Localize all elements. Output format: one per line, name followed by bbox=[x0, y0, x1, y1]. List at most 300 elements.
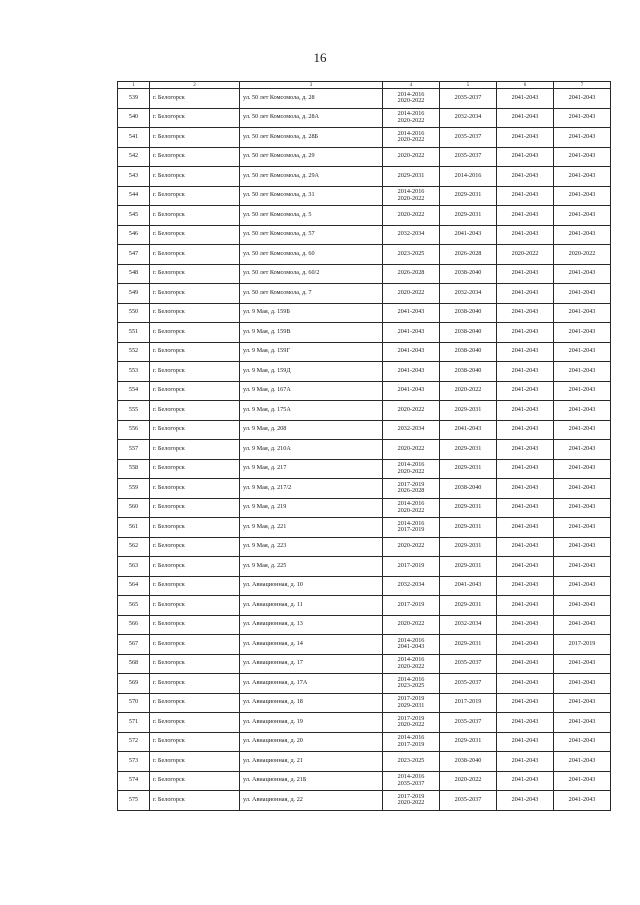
row-number-cell: 571 bbox=[118, 713, 150, 733]
period-cell: 2041-2043 bbox=[497, 284, 554, 304]
table-row bbox=[118, 186, 611, 206]
period-cell: 2038-2040 bbox=[440, 479, 497, 499]
period-cell: 2041-2043 bbox=[497, 635, 554, 655]
period-cell bbox=[383, 596, 440, 616]
column-number-row bbox=[118, 82, 611, 89]
address-cell: ул. 50 лет Комсомола, д. 29А bbox=[240, 167, 383, 187]
period-cell bbox=[383, 674, 440, 694]
period-cell bbox=[383, 264, 440, 284]
period-line: 2017-2019 bbox=[397, 792, 425, 800]
address-cell: ул. 9 Мая, д. 223 bbox=[240, 537, 383, 557]
period-cell: 2038-2040 bbox=[440, 323, 497, 343]
period-line: 2041-2043 bbox=[397, 643, 425, 651]
address-cell: ул. Авиационная, д. 13 bbox=[240, 615, 383, 635]
period-cell: 2041-2043 bbox=[554, 147, 611, 167]
city-cell: г. Белогорск bbox=[150, 596, 240, 616]
column-number: 7 bbox=[554, 82, 611, 89]
column-number: 6 bbox=[497, 82, 554, 89]
period-line: 2026-2028 bbox=[397, 487, 425, 495]
table-row bbox=[118, 596, 611, 616]
period-line: 2020-2022 bbox=[397, 444, 425, 452]
row-number-cell: 565 bbox=[118, 596, 150, 616]
period-cell: 2041-2043 bbox=[554, 342, 611, 362]
period-line: 2041-2043 bbox=[397, 327, 425, 335]
period-cell: 2041-2043 bbox=[554, 401, 611, 421]
period-cell: 2041-2043 bbox=[497, 381, 554, 401]
period-line: 2020-2022 bbox=[397, 721, 425, 729]
period-cell: 2041-2043 bbox=[554, 225, 611, 245]
period-line: 2020-2022 bbox=[397, 152, 425, 160]
address-cell: ул. 9 Мая, д. 225 bbox=[240, 557, 383, 577]
period-line: 2017-2019 bbox=[397, 480, 425, 488]
period-cell: 2041-2043 bbox=[554, 459, 611, 479]
address-cell: ул. Авиационная, д. 21 bbox=[240, 752, 383, 772]
column-number: 1 bbox=[118, 82, 150, 89]
period-line: 2020-2022 bbox=[397, 542, 425, 550]
period-cell: 2038-2040 bbox=[440, 264, 497, 284]
period-cell: 2032-2034 bbox=[440, 284, 497, 304]
period-cell bbox=[383, 225, 440, 245]
table-row bbox=[118, 557, 611, 577]
row-number-cell: 575 bbox=[118, 791, 150, 811]
row-number-cell: 572 bbox=[118, 732, 150, 752]
period-cell: 2041-2043 bbox=[497, 128, 554, 148]
period-cell: 2041-2043 bbox=[554, 381, 611, 401]
address-cell: ул. 9 Мая, д. 208 bbox=[240, 420, 383, 440]
row-number-cell: 555 bbox=[118, 401, 150, 421]
table-row bbox=[118, 713, 611, 733]
address-cell: ул. Авиационная, д. 17А bbox=[240, 674, 383, 694]
period-cell: 2017-2019 bbox=[440, 693, 497, 713]
period-line: 2020-2022 bbox=[397, 194, 425, 202]
table-row bbox=[118, 89, 611, 109]
period-line: 2014-2016 bbox=[397, 188, 425, 196]
address-cell: ул. Авиационная, д. 17 bbox=[240, 654, 383, 674]
table-row bbox=[118, 401, 611, 421]
period-cell: 2041-2043 bbox=[554, 108, 611, 128]
city-cell: г. Белогорск bbox=[150, 459, 240, 479]
period-cell bbox=[383, 713, 440, 733]
period-cell: 2041-2043 bbox=[554, 596, 611, 616]
city-cell: г. Белогорск bbox=[150, 167, 240, 187]
city-cell: г. Белогорск bbox=[150, 771, 240, 791]
period-line: 2014-2016 bbox=[397, 90, 425, 98]
period-cell: 2029-2031 bbox=[440, 596, 497, 616]
period-cell: 2041-2043 bbox=[554, 284, 611, 304]
period-line: 2014-2016 bbox=[397, 129, 425, 137]
address-cell: ул. Авиационная, д. 18 bbox=[240, 693, 383, 713]
period-cell: 2038-2040 bbox=[440, 342, 497, 362]
city-cell: г. Белогорск bbox=[150, 264, 240, 284]
period-cell: 2041-2043 bbox=[497, 674, 554, 694]
table-row bbox=[118, 303, 611, 323]
page-number: 16 bbox=[313, 50, 327, 65]
address-cell: ул. Авиационная, д. 22 bbox=[240, 791, 383, 811]
address-cell: ул. Авиационная, д. 10 bbox=[240, 576, 383, 596]
period-cell: 2041-2043 bbox=[497, 693, 554, 713]
period-cell bbox=[383, 479, 440, 499]
period-cell bbox=[383, 342, 440, 362]
period-cell: 2041-2043 bbox=[554, 89, 611, 109]
period-cell bbox=[383, 615, 440, 635]
row-number-cell: 542 bbox=[118, 147, 150, 167]
address-cell: ул. 50 лет Комсомола, д. 28 bbox=[240, 89, 383, 109]
row-number-cell: 548 bbox=[118, 264, 150, 284]
city-cell: г. Белогорск bbox=[150, 303, 240, 323]
address-cell: ул. 9 Мая, д. 159В bbox=[240, 323, 383, 343]
period-cell: 2041-2043 bbox=[554, 615, 611, 635]
row-number-cell: 552 bbox=[118, 342, 150, 362]
city-cell: г. Белогорск bbox=[150, 362, 240, 382]
period-cell: 2041-2043 bbox=[497, 518, 554, 538]
period-cell: 2041-2043 bbox=[497, 225, 554, 245]
period-cell: 2041-2043 bbox=[554, 576, 611, 596]
city-cell: г. Белогорск bbox=[150, 674, 240, 694]
row-number-cell: 539 bbox=[118, 89, 150, 109]
period-cell: 2041-2043 bbox=[497, 576, 554, 596]
address-cell: ул. 9 Мая, д. 159Г bbox=[240, 342, 383, 362]
address-cell: ул. 9 Мая, д. 217/2 bbox=[240, 479, 383, 499]
period-line: 2020-2022 bbox=[397, 136, 425, 144]
period-cell: 2041-2043 bbox=[554, 713, 611, 733]
period-cell: 2041-2043 bbox=[497, 440, 554, 460]
table-row bbox=[118, 791, 611, 811]
row-number-cell: 547 bbox=[118, 245, 150, 265]
period-line: 2014-2016 bbox=[397, 500, 425, 508]
period-cell bbox=[383, 206, 440, 226]
period-cell: 2041-2043 bbox=[497, 303, 554, 323]
table-row bbox=[118, 518, 611, 538]
period-line: 2041-2043 bbox=[397, 347, 425, 355]
period-cell: 2029-2031 bbox=[440, 459, 497, 479]
address-cell: ул. Авиационная, д. 11 bbox=[240, 596, 383, 616]
period-cell: 2041-2043 bbox=[554, 732, 611, 752]
period-cell bbox=[383, 186, 440, 206]
address-cell: ул. Авиационная, д. 14 bbox=[240, 635, 383, 655]
row-number-cell: 554 bbox=[118, 381, 150, 401]
address-cell: ул. 9 Мая, д. 167А bbox=[240, 381, 383, 401]
table-row bbox=[118, 693, 611, 713]
period-cell bbox=[383, 693, 440, 713]
period-cell: 2041-2043 bbox=[497, 479, 554, 499]
address-cell: ул. 50 лет Комсомола, д. 5 bbox=[240, 206, 383, 226]
city-cell: г. Белогорск bbox=[150, 147, 240, 167]
row-number-cell: 567 bbox=[118, 635, 150, 655]
period-cell: 2041-2043 bbox=[497, 596, 554, 616]
period-cell: 2029-2031 bbox=[440, 401, 497, 421]
row-number-cell: 566 bbox=[118, 615, 150, 635]
city-cell: г. Белогорск bbox=[150, 440, 240, 460]
column-number: 5 bbox=[440, 82, 497, 89]
city-cell: г. Белогорск bbox=[150, 693, 240, 713]
table-row bbox=[118, 167, 611, 187]
address-cell: ул. 50 лет Комсомола, д. 29 bbox=[240, 147, 383, 167]
period-line: 2014-2016 bbox=[397, 110, 425, 118]
period-line: 2020-2022 bbox=[397, 620, 425, 628]
row-number-cell: 543 bbox=[118, 167, 150, 187]
period-cell: 2035-2037 bbox=[440, 654, 497, 674]
period-cell: 2029-2031 bbox=[440, 186, 497, 206]
period-cell: 2041-2043 bbox=[497, 108, 554, 128]
city-cell: г. Белогорск bbox=[150, 323, 240, 343]
period-cell: 2029-2031 bbox=[440, 518, 497, 538]
period-cell: 2041-2043 bbox=[497, 186, 554, 206]
city-cell: г. Белогорск bbox=[150, 128, 240, 148]
table-row bbox=[118, 108, 611, 128]
address-cell: ул. 9 Мая, д. 221 bbox=[240, 518, 383, 538]
period-cell bbox=[383, 381, 440, 401]
period-line: 2017-2019 bbox=[397, 740, 425, 748]
row-number-cell: 563 bbox=[118, 557, 150, 577]
table-row bbox=[118, 537, 611, 557]
period-cell: 2041-2043 bbox=[497, 537, 554, 557]
city-cell: г. Белогорск bbox=[150, 537, 240, 557]
period-cell: 2041-2043 bbox=[497, 498, 554, 518]
period-line: 2032-2034 bbox=[397, 425, 425, 433]
row-number-cell: 564 bbox=[118, 576, 150, 596]
period-cell: 2041-2043 bbox=[554, 264, 611, 284]
period-cell: 2020-2022 bbox=[440, 381, 497, 401]
period-cell: 2014-2016 bbox=[440, 167, 497, 187]
period-cell: 2029-2031 bbox=[440, 732, 497, 752]
table-row bbox=[118, 615, 611, 635]
address-cell: ул. Авиационная, д. 21Б bbox=[240, 771, 383, 791]
row-number-cell: 549 bbox=[118, 284, 150, 304]
city-cell: г. Белогорск bbox=[150, 557, 240, 577]
period-line: 2014-2016 bbox=[397, 675, 425, 683]
table-row bbox=[118, 420, 611, 440]
city-cell: г. Белогорск bbox=[150, 245, 240, 265]
period-cell: 2029-2031 bbox=[440, 498, 497, 518]
period-cell bbox=[383, 518, 440, 538]
period-cell: 2041-2043 bbox=[554, 479, 611, 499]
row-number-cell: 559 bbox=[118, 479, 150, 499]
row-number-cell: 541 bbox=[118, 128, 150, 148]
city-cell: г. Белогорск bbox=[150, 654, 240, 674]
row-number-cell: 570 bbox=[118, 693, 150, 713]
period-line: 2017-2019 bbox=[397, 714, 425, 722]
period-cell bbox=[383, 771, 440, 791]
table-row bbox=[118, 674, 611, 694]
table-row bbox=[118, 147, 611, 167]
period-cell: 2041-2043 bbox=[554, 674, 611, 694]
period-line: 2014-2016 bbox=[397, 734, 425, 742]
row-number-cell: 560 bbox=[118, 498, 150, 518]
period-cell bbox=[383, 654, 440, 674]
city-cell: г. Белогорск bbox=[150, 342, 240, 362]
period-cell bbox=[383, 732, 440, 752]
period-line: 2017-2019 bbox=[397, 526, 425, 534]
period-line: 2020-2022 bbox=[397, 506, 425, 514]
city-cell: г. Белогорск bbox=[150, 752, 240, 772]
period-line: 2020-2022 bbox=[397, 210, 425, 218]
period-cell: 2041-2043 bbox=[497, 557, 554, 577]
city-cell: г. Белогорск bbox=[150, 791, 240, 811]
period-cell: 2041-2043 bbox=[554, 654, 611, 674]
period-cell: 2020-2022 bbox=[554, 245, 611, 265]
city-cell: г. Белогорск bbox=[150, 225, 240, 245]
period-cell: 2029-2031 bbox=[440, 635, 497, 655]
period-cell bbox=[383, 576, 440, 596]
period-cell: 2041-2043 bbox=[554, 537, 611, 557]
period-cell: 2041-2043 bbox=[554, 771, 611, 791]
row-number-cell: 544 bbox=[118, 186, 150, 206]
table-row bbox=[118, 362, 611, 382]
period-cell: 2038-2040 bbox=[440, 752, 497, 772]
period-cell: 2041-2043 bbox=[497, 323, 554, 343]
period-line: 2032-2034 bbox=[397, 230, 425, 238]
address-cell: ул. 50 лет Комсомола, д. 60/2 bbox=[240, 264, 383, 284]
period-cell: 2041-2043 bbox=[554, 323, 611, 343]
address-cell: ул. 9 Мая, д. 175А bbox=[240, 401, 383, 421]
address-cell: ул. 50 лет Комсомола, д. 28Б bbox=[240, 128, 383, 148]
period-cell: 2041-2043 bbox=[497, 89, 554, 109]
period-cell: 2035-2037 bbox=[440, 791, 497, 811]
period-cell: 2041-2043 bbox=[497, 615, 554, 635]
period-cell bbox=[383, 635, 440, 655]
row-number-cell: 568 bbox=[118, 654, 150, 674]
row-number-cell: 556 bbox=[118, 420, 150, 440]
table-row bbox=[118, 342, 611, 362]
city-cell: г. Белогорск bbox=[150, 284, 240, 304]
period-line: 2023-2025 bbox=[397, 756, 425, 764]
period-line: 2020-2022 bbox=[397, 97, 425, 105]
period-cell: 2041-2043 bbox=[554, 791, 611, 811]
address-cell: ул. Авиационная, д. 20 bbox=[240, 732, 383, 752]
table-row bbox=[118, 323, 611, 343]
period-cell bbox=[383, 128, 440, 148]
period-line: 2035-2037 bbox=[397, 779, 425, 787]
period-cell: 2029-2031 bbox=[440, 557, 497, 577]
city-cell: г. Белогорск bbox=[150, 108, 240, 128]
period-cell: 2020-2022 bbox=[440, 771, 497, 791]
city-cell: г. Белогорск bbox=[150, 713, 240, 733]
address-cell: ул. Авиационная, д. 19 bbox=[240, 713, 383, 733]
row-number-cell: 551 bbox=[118, 323, 150, 343]
city-cell: г. Белогорск bbox=[150, 206, 240, 226]
city-cell: г. Белогорск bbox=[150, 401, 240, 421]
period-line: 2041-2043 bbox=[397, 386, 425, 394]
period-cell: 2035-2037 bbox=[440, 147, 497, 167]
period-cell: 2041-2043 bbox=[497, 147, 554, 167]
period-line: 2017-2019 bbox=[397, 600, 425, 608]
period-cell: 2041-2043 bbox=[554, 362, 611, 382]
address-cell: ул. 9 Мая, д. 219 bbox=[240, 498, 383, 518]
period-cell: 2041-2043 bbox=[554, 518, 611, 538]
city-cell: г. Белогорск bbox=[150, 420, 240, 440]
period-line: 2020-2022 bbox=[397, 405, 425, 413]
table-row bbox=[118, 576, 611, 596]
address-cell: ул. 9 Мая, д. 159Д bbox=[240, 362, 383, 382]
period-cell bbox=[383, 791, 440, 811]
period-cell bbox=[383, 245, 440, 265]
table-row bbox=[118, 440, 611, 460]
row-number-cell: 553 bbox=[118, 362, 150, 382]
period-line: 2017-2019 bbox=[397, 695, 425, 703]
address-cell: ул. 50 лет Комсомола, д. 31 bbox=[240, 186, 383, 206]
address-cell: ул. 9 Мая, д. 210А bbox=[240, 440, 383, 460]
period-line: 2041-2043 bbox=[397, 366, 425, 374]
period-cell: 2041-2043 bbox=[497, 654, 554, 674]
period-cell: 2041-2043 bbox=[554, 186, 611, 206]
period-line: 2020-2022 bbox=[397, 467, 425, 475]
period-line: 2023-2025 bbox=[397, 249, 425, 257]
city-cell: г. Белогорск bbox=[150, 381, 240, 401]
period-cell bbox=[383, 284, 440, 304]
row-number-cell: 562 bbox=[118, 537, 150, 557]
period-cell: 2041-2043 bbox=[497, 167, 554, 187]
row-number-cell: 545 bbox=[118, 206, 150, 226]
row-number-cell: 573 bbox=[118, 752, 150, 772]
period-cell: 2041-2043 bbox=[497, 420, 554, 440]
city-cell: г. Белогорск bbox=[150, 498, 240, 518]
period-line: 2020-2022 bbox=[397, 288, 425, 296]
city-cell: г. Белогорск bbox=[150, 186, 240, 206]
period-line: 2014-2016 bbox=[397, 461, 425, 469]
table-row bbox=[118, 752, 611, 772]
period-cell: 2041-2043 bbox=[554, 206, 611, 226]
table-row bbox=[118, 498, 611, 518]
row-number-cell: 558 bbox=[118, 459, 150, 479]
schedule-table bbox=[117, 81, 611, 811]
period-cell: 2035-2037 bbox=[440, 89, 497, 109]
address-cell: ул. 50 лет Комсомола, д. 7 bbox=[240, 284, 383, 304]
city-cell: г. Белогорск bbox=[150, 635, 240, 655]
period-cell: 2041-2043 bbox=[554, 752, 611, 772]
period-cell: 2041-2043 bbox=[440, 225, 497, 245]
period-cell bbox=[383, 420, 440, 440]
period-line: 2026-2028 bbox=[397, 269, 425, 277]
city-cell: г. Белогорск bbox=[150, 732, 240, 752]
period-cell: 2038-2040 bbox=[440, 303, 497, 323]
city-cell: г. Белогорск bbox=[150, 615, 240, 635]
period-cell: 2041-2043 bbox=[497, 713, 554, 733]
period-cell bbox=[383, 89, 440, 109]
city-cell: г. Белогорск bbox=[150, 576, 240, 596]
period-cell: 2035-2037 bbox=[440, 674, 497, 694]
row-number-cell: 550 bbox=[118, 303, 150, 323]
table-row bbox=[118, 654, 611, 674]
period-cell: 2032-2034 bbox=[440, 108, 497, 128]
period-cell bbox=[383, 167, 440, 187]
period-line: 2020-2022 bbox=[397, 116, 425, 124]
address-cell: ул. 50 лет Комсомола, д. 57 bbox=[240, 225, 383, 245]
period-cell: 2041-2043 bbox=[497, 401, 554, 421]
row-number-cell: 574 bbox=[118, 771, 150, 791]
period-line: 2014-2016 bbox=[397, 636, 425, 644]
table-row bbox=[118, 459, 611, 479]
table-row bbox=[118, 206, 611, 226]
table-row bbox=[118, 381, 611, 401]
period-cell bbox=[383, 362, 440, 382]
period-cell: 2041-2043 bbox=[554, 693, 611, 713]
period-cell bbox=[383, 459, 440, 479]
row-number-cell: 546 bbox=[118, 225, 150, 245]
address-cell: ул. 50 лет Комсомола, д. 28А bbox=[240, 108, 383, 128]
period-cell: 2017-2019 bbox=[554, 635, 611, 655]
row-number-cell: 540 bbox=[118, 108, 150, 128]
table-row bbox=[118, 245, 611, 265]
period-cell: 2041-2043 bbox=[554, 557, 611, 577]
table-row bbox=[118, 264, 611, 284]
period-line: 2029-2031 bbox=[397, 701, 425, 709]
address-cell: ул. 9 Мая, д. 159Б bbox=[240, 303, 383, 323]
period-cell: 2026-2028 bbox=[440, 245, 497, 265]
table-row bbox=[118, 479, 611, 499]
period-cell bbox=[383, 108, 440, 128]
period-cell: 2041-2043 bbox=[497, 342, 554, 362]
period-cell bbox=[383, 323, 440, 343]
